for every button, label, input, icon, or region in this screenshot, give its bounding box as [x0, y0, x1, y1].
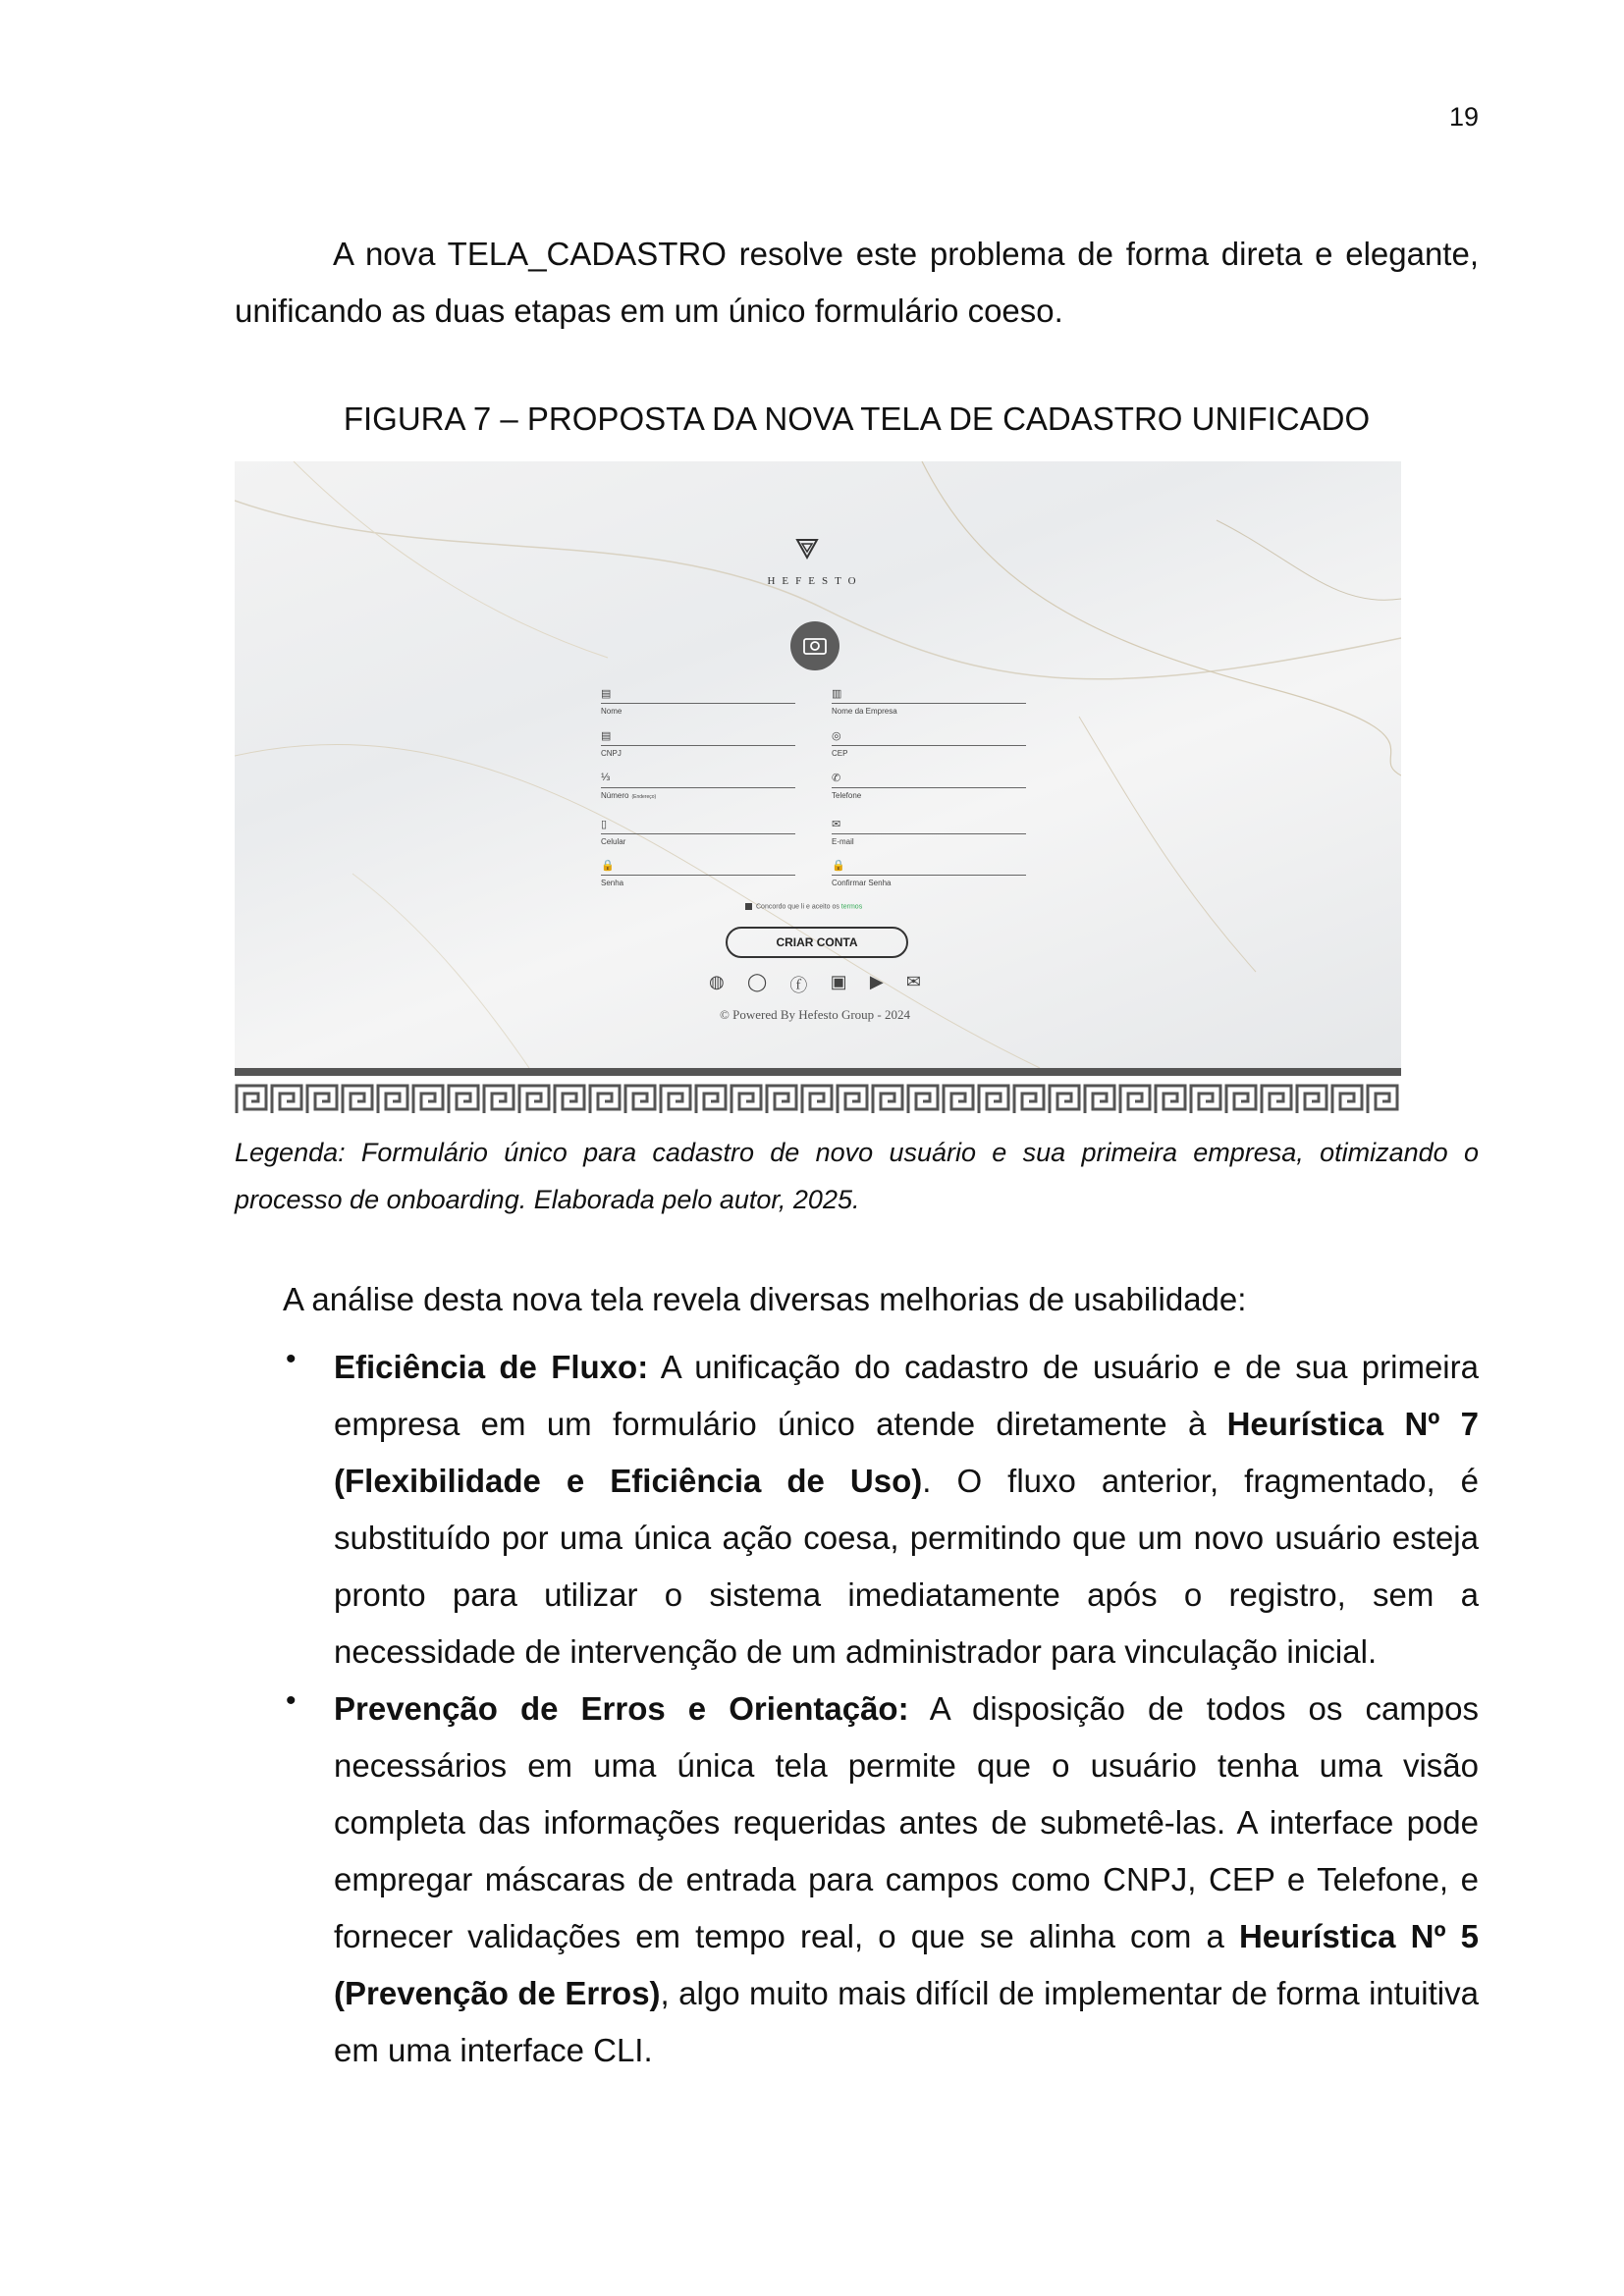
greek-key-unit: [449, 1086, 478, 1113]
form-field[interactable]: [601, 729, 795, 758]
greek-key-unit: [1297, 1086, 1326, 1113]
greek-key-unit: [1226, 1086, 1256, 1113]
bullet-body: A unificação do cadastro de usuário e de sua primeira empresa em um formulário único atende diretamente à: [334, 1349, 1479, 1442]
field-icon: 🔒: [601, 860, 615, 872]
greek-key-unit: [1368, 1086, 1397, 1113]
bullet-body-end: . O fluxo anterior, fragmentado, é substituído por uma única ação coesa, permitindo que um novo usuário esteja pronto para utilizar o sistema imediatamente após o registro, sem a necessidade de intervenção de um administrador para vinculação inicial.: [334, 1463, 1479, 1670]
field-icon: ⅓: [601, 772, 611, 783]
greek-key-unit: [802, 1086, 832, 1113]
greek-key-unit: [1120, 1086, 1150, 1113]
greek-key-unit: [1332, 1086, 1362, 1113]
field-underline: [832, 785, 1026, 788]
whatsapp-icon[interactable]: ◯: [746, 972, 768, 991]
form-field[interactable]: [601, 859, 795, 887]
greek-key-unit: [413, 1086, 443, 1113]
field-icon: ◎: [832, 730, 841, 742]
field-underline: [832, 701, 1026, 704]
bullet-heuristic: Heurística Nº 5 (Prevenção de Erros): [334, 1918, 1479, 2011]
greek-key-unit: [1156, 1086, 1185, 1113]
powered-by-footer: © Powered By Hefesto Group - 2024: [719, 1007, 910, 1022]
instagram-icon[interactable]: ▣: [830, 972, 847, 991]
bullet-text: [334, 1339, 1479, 1681]
consent-checkbox[interactable]: [745, 903, 752, 910]
greek-key-unit: [908, 1086, 938, 1113]
create-account-button[interactable]: [726, 927, 908, 958]
greek-key-unit: [731, 1086, 761, 1113]
figure-title: FIGURA 7 – PROPOSTA DA NOVA TELA DE CADASTRO UNIFICADO: [343, 400, 1371, 437]
field-label: Nome: [601, 707, 623, 716]
field-label: CEP: [832, 749, 848, 758]
field-hint: (Endereço): [631, 794, 657, 800]
create-account-label: CRIAR CONTA: [776, 935, 858, 949]
field-icon: ▯: [601, 819, 608, 830]
field-underline: [832, 831, 1026, 834]
greek-key-unit: [1191, 1086, 1220, 1113]
globe-icon[interactable]: ◍: [709, 972, 725, 991]
analysis-intro: A análise desta nova tela revela diversas melhorias de usabilidade:: [283, 1281, 1247, 1317]
brand-name: HEFESTO: [767, 575, 863, 587]
field-underline: [832, 873, 1026, 876]
form-field[interactable]: [601, 687, 795, 716]
form-field[interactable]: [832, 859, 1026, 887]
marble-background: [235, 461, 1401, 1068]
field-icon: ▤: [601, 730, 612, 742]
greek-key-unit: [519, 1086, 549, 1113]
greek-key-unit: [343, 1086, 372, 1113]
greek-key-unit: [979, 1086, 1008, 1113]
form-field[interactable]: [832, 687, 1026, 716]
bullet-body: A disposição de todos os campos necessários em uma única tela permite que o usuário tenha uma visão completa das informações requeridas antes de submetê-las. A interface pode empregar máscaras de entrada para campos como CNPJ, CEP e Telefone, e fornecer validações em tempo real, o que se alinha com a: [334, 1690, 1479, 1954]
field-icon: ✉: [832, 819, 841, 830]
figure-caption: Legenda: Formulário único para cadastro de novo usuário e sua primeira empresa, otimizando o processo de onboarding. Elaborada pelo autor, 2025.: [235, 1138, 1479, 1214]
social-icons: [709, 972, 921, 995]
field-icon: ▥: [832, 688, 842, 700]
field-label: Telefone: [832, 791, 862, 800]
greek-key-unit: [1050, 1086, 1079, 1113]
terms-link[interactable]: termos: [840, 903, 863, 911]
consent-text: Concordo que li e aceito os: [756, 903, 839, 911]
field-icon: ✆: [832, 773, 841, 784]
greek-key-unit: [237, 1086, 266, 1113]
hefesto-logo-icon: [797, 540, 817, 558]
field-label: Nome da Empresa: [832, 707, 897, 716]
field-underline: [601, 831, 795, 834]
greek-key-unit: [555, 1086, 584, 1113]
greek-key-unit: [838, 1086, 867, 1113]
form-field[interactable]: [832, 772, 1026, 800]
greek-key-unit: [944, 1086, 973, 1113]
field-underline: [601, 743, 795, 746]
figure-screenshot: [235, 461, 1401, 1117]
field-label: Confirmar Senha: [832, 879, 892, 887]
field-label: Celular: [601, 837, 626, 846]
form-field[interactable]: [832, 729, 1026, 758]
bullet-title: Eficiência de Fluxo:: [334, 1349, 649, 1385]
field-icon: 🔒: [832, 860, 845, 872]
bullet-dot: •: [286, 1684, 297, 1717]
bullet-text: [334, 1681, 1479, 2079]
youtube-icon[interactable]: ▶: [869, 972, 884, 991]
greek-key-unit: [1262, 1086, 1291, 1113]
form-field[interactable]: [832, 818, 1026, 846]
greek-key-unit: [1014, 1086, 1044, 1113]
form-field[interactable]: [601, 818, 795, 846]
form-field[interactable]: [601, 772, 795, 800]
field-label: Número (Endereço): [601, 791, 657, 800]
greek-key-unit: [272, 1086, 301, 1113]
greek-key-unit: [661, 1086, 690, 1113]
photo-upload-button[interactable]: [790, 621, 839, 670]
page-number: 19: [1448, 102, 1479, 132]
field-icon: ▤: [601, 688, 612, 700]
bullet-body-end: , algo muito mais difícil de implementar de forma intuitiva em uma interface CLI.: [334, 1975, 1479, 2068]
field-label: CNPJ: [601, 749, 622, 758]
field-underline: [601, 785, 795, 788]
greek-key-unit: [1085, 1086, 1114, 1113]
greek-key-unit: [625, 1086, 655, 1113]
bullet-title: Prevenção de Erros e Orientação:: [334, 1690, 909, 1727]
consent-row[interactable]: [745, 903, 1040, 910]
greek-key-unit: [484, 1086, 514, 1113]
field-label: E-mail: [832, 837, 854, 846]
facebook-icon[interactable]: ⓕ: [789, 976, 808, 995]
greek-key-border: [235, 1068, 1401, 1117]
field-underline: [832, 743, 1026, 746]
mail-icon[interactable]: ✉: [905, 972, 921, 991]
greek-key-unit: [767, 1086, 796, 1113]
intro-paragraph: A nova TELA_CADASTRO resolve este problema de forma direta e elegante, unificando as duas etapas em um único formulário coeso.: [235, 236, 1479, 329]
greek-key-unit: [590, 1086, 620, 1113]
greek-key-unit: [696, 1086, 726, 1113]
field-underline: [601, 701, 795, 704]
bullet-dot: •: [286, 1343, 297, 1375]
field-underline: [601, 873, 795, 876]
greek-key-unit: [307, 1086, 337, 1113]
greek-key-unit: [378, 1086, 407, 1113]
greek-key-unit: [873, 1086, 902, 1113]
field-label: Senha: [601, 879, 624, 887]
bullet-heuristic: Heurística Nº 7 (Flexibilidade e Eficiência de Uso): [334, 1406, 1479, 1499]
